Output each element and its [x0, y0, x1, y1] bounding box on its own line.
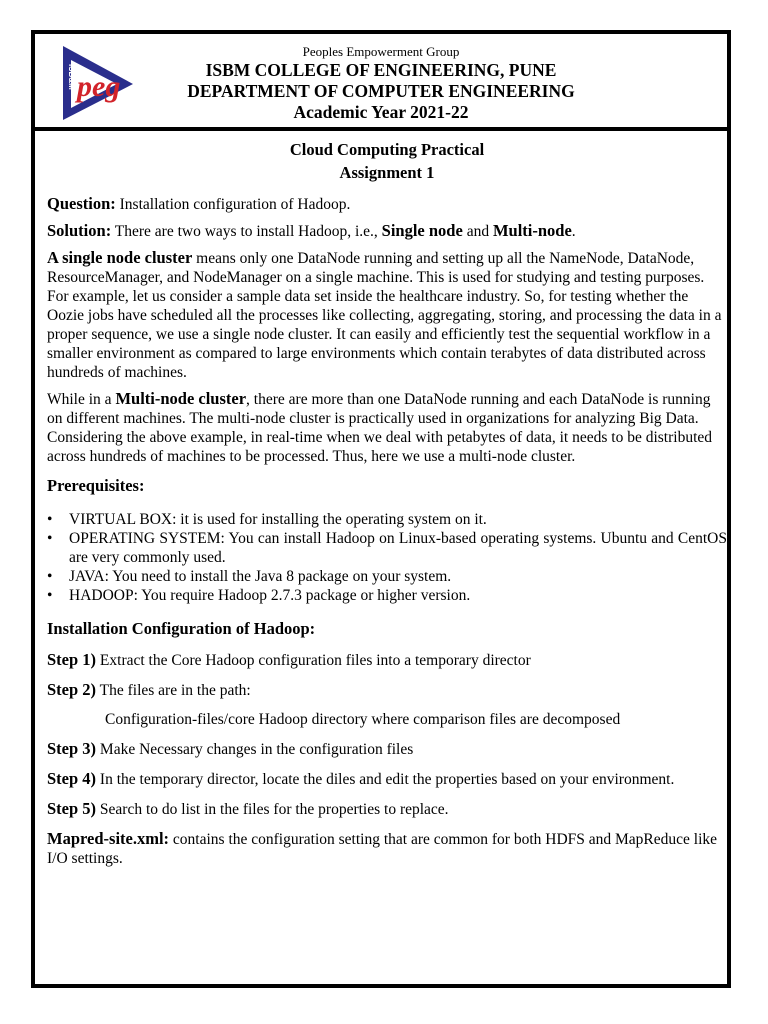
academic-year: Academic Year 2021-22 — [293, 102, 469, 122]
step-2 — [47, 680, 727, 700]
list-item — [47, 567, 727, 586]
logo-vertical-text: ISB&M — [67, 64, 76, 90]
multi-node-paragraph — [47, 389, 727, 466]
step-label: Step 1) — [47, 650, 97, 669]
list-item-text: HADOOP: You require Hadoop 2.7.3 package or higher version. — [69, 587, 471, 604]
bullet-icon: • — [47, 511, 53, 528]
list-item-text: VIRTUAL BOX: it is used for installing the operating system on it. — [69, 511, 487, 528]
single-node-term: Single node — [381, 221, 463, 240]
multi-node-term: Multi-node — [492, 221, 572, 240]
step-label: Step 2) — [47, 680, 97, 699]
multi-node-text: , there are more than one DataNode running and each DataNode is running on different machines. The multi-node cluster is practically used in organizations for analyzing Big Data. Considering the above example, in real-time when we deal with petabytes of data, it needs to be distributed across hundreds of machines to be processed. Thus, here we use a multi-node cluster. — [47, 391, 713, 465]
mapred-text: contains the configuration setting that are common for both HDFS and MapReduce like I/O settings. — [47, 831, 718, 867]
question-label: Question: — [47, 194, 116, 213]
department-name: DEPARTMENT OF COMPUTER ENGINEERING — [187, 81, 575, 101]
solution — [47, 221, 727, 241]
solution-end: . — [571, 223, 576, 240]
multi-node-pre: While in a — [47, 391, 116, 408]
list-item — [47, 529, 727, 567]
step-text: Make Necessary changes in the configuration files — [96, 741, 414, 758]
prerequisites-heading: Prerequisites: — [47, 476, 145, 495]
logo-letters: peg — [77, 70, 121, 103]
list-item-text: OPERATING SYSTEM: You can install Hadoop on Linux-based operating systems. Ubuntu and CentOS are very commonly used. — [69, 530, 727, 566]
page-border — [31, 30, 731, 988]
bullet-icon: • — [47, 568, 53, 585]
installation-heading: Installation Configuration of Hadoop: — [47, 619, 316, 638]
solution-and: and — [462, 223, 493, 240]
header-divider — [35, 127, 727, 131]
question — [47, 194, 727, 214]
step-text: Search to do list in the files for the properties to replace. — [96, 801, 449, 818]
list-item — [47, 510, 727, 529]
multi-node-lead: Multi-node cluster — [115, 389, 247, 408]
step-label: Step 5) — [47, 799, 97, 818]
question-text: Installation configuration of Hadoop. — [115, 196, 351, 213]
step-1 — [47, 650, 727, 670]
prerequisites-list — [47, 510, 727, 605]
solution-label: Solution: — [47, 221, 112, 240]
step-text: In the temporary director, locate the diles and edit the properties based on your environment. — [96, 771, 675, 788]
single-node-text: means only one DataNode running and setting up all the NameNode, DataNode, ResourceManager, and NodeManager on a single machine. This is used for studying and testing purposes. For example, let us consider a sample data set inside the healthcare industry. So, for testing whether the Oozie jobs have scheduled all the processes like collecting, aggregating, storing, and processing the data in a proper sequence, we use a single node cluster. It can easily and efficiently test the sequential workflow in a smaller environment as compared to large environments which contain terabytes of data distributed across hundreds of machines. — [47, 250, 722, 381]
letterhead — [35, 34, 727, 128]
list-item-text: JAVA: You need to install the Java 8 package on your system. — [69, 568, 452, 585]
step-3 — [47, 739, 727, 759]
bullet-icon: • — [47, 587, 53, 604]
document-body — [47, 138, 727, 875]
single-node-lead: A single node cluster — [47, 248, 193, 267]
group-name: Peoples Empowerment Group — [302, 44, 460, 59]
step-5 — [47, 799, 727, 819]
assignment-title: Assignment 1 — [339, 163, 435, 182]
list-item — [47, 586, 727, 605]
step-label: Step 3) — [47, 739, 97, 758]
path-note: Configuration-files/core Hadoop directory where comparison files are decomposed — [105, 711, 621, 728]
step-4 — [47, 769, 727, 789]
mapred-label: Mapred-site.xml: — [47, 829, 170, 848]
course-title: Cloud Computing Practical — [289, 140, 485, 159]
single-node-paragraph — [47, 248, 727, 382]
step-text: Extract the Core Hadoop configuration files into a temporary director — [96, 652, 531, 669]
mapred-site — [47, 829, 727, 868]
solution-text: There are two ways to install Hadoop, i.e., — [111, 223, 382, 240]
step-text: The files are in the path: — [96, 682, 251, 699]
bullet-icon: • — [47, 530, 53, 547]
college-name: ISBM COLLEGE OF ENGINEERING, PUNE — [205, 60, 557, 80]
step-label: Step 4) — [47, 769, 97, 788]
